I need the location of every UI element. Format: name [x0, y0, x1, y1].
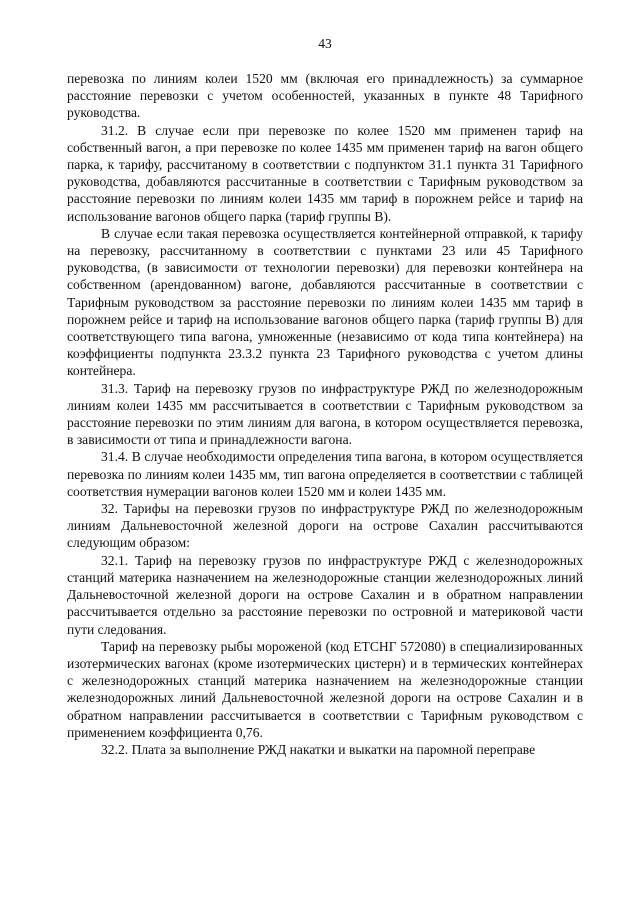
- paragraph-32: 32. Тарифы на перевозки грузов по инфраструктуре РЖД по железнодорожным линиям Дальневосточной железной дороги на острове Сахалин рассчитываются следующим образом:: [67, 501, 583, 551]
- page-number: 43: [318, 36, 332, 51]
- paragraph-32-2: 32.2. Плата за выполнение РЖД накатки и выкатки на паромной переправе: [101, 741, 536, 757]
- paragraph-32-1: 32.1. Тариф на перевозку грузов по инфраструктуре РЖД с железнодорожных станций материка назначением на железнодорожные станции железнодорожных линий Дальневосточной железной дороги на острове Сахалин и в обратном направлении рассчитывается отдельно за расстояние перевозки по островной и материковой части пути следования.: [67, 552, 583, 637]
- paragraph-31-2: 31.2. В случае если при перевозке по колее 1520 мм применен тариф на собственный вагон, а при перевозке по колее 1435 мм применен тариф на вагон общего парка, к тарифу, рассчитаному в соответствии с подпунктом 31.1 пункта 31 Тарифного руководства, добавляются рассчитанные в соответствии с Тарифным руководством за расстояние перевозки по линиям колеи 1435 мм тариф в порожнем рейсе и тариф на использование вагонов общего парка (тариф группы В).: [67, 122, 583, 224]
- paragraph-continuation: перевозка по линиям колеи 1520 мм (включая его принадлежность) за суммарное расстояние перевозки с учетом особенностей, указанных в пункте 48 Тарифного руководства.: [67, 71, 583, 121]
- paragraph-31-3: 31.3. Тариф на перевозку грузов по инфраструктуре РЖД по железнодорожным линиям колеи 1435 мм рассчитывается в соответствии с Тарифным руководством за расстояние перевозки по этим линиям для вагона, в котором осуществляется перевозка, в зависимости от типа и принадлежности вагона.: [67, 380, 583, 448]
- paragraph-container-shipment: В случае если такая перевозка осуществляется контейнерной отправкой, к тарифу на перевозку, рассчитанному в соответствии с пунктами 23 или 45 Тарифного руководства, (в зависимости от технологии перевозки) для перевозки контейнера на собственном (арендованном) вагоне, добавляются рассчитанные в соответствии с Тарифным руководством за расстояние перевозки по линиям колеи 1435 мм тариф в порожнем рейсе и тариф на использование вагонов общего парка (тариф группы В) для соответствующего типа вагона, умноженные (независимо от кода типа контейнера) на коэффициенты подпункта 23.3.2 пункта 23 Тарифного руководства с учетом длины контейнера.: [67, 225, 583, 379]
- paragraph-31-4: 31.4. В случае необходимости определения типа вагона, в котором осуществляется перевозка по линиям колеи 1435 мм, тип вагона определяется в соответствии с таблицей соответствия нумерации вагонов колеи 1520 мм и колеи 1435 мм.: [67, 449, 583, 499]
- paragraph-frozen-fish-tariff: Тариф на перевозку рыбы мороженой (код ЕТСНГ 572080) в специализированных изотермических вагонах (кроме изотермических цистерн) и в термических контейнерах с железнодорожных станций материка назначением на железнодорожные станции железнодорожных линий Дальневосточной железной дороги на острове Сахалин и в обратном направлении рассчитывается в соответствии с Тарифным руководством с применением коэффициента 0,76.: [67, 638, 583, 740]
